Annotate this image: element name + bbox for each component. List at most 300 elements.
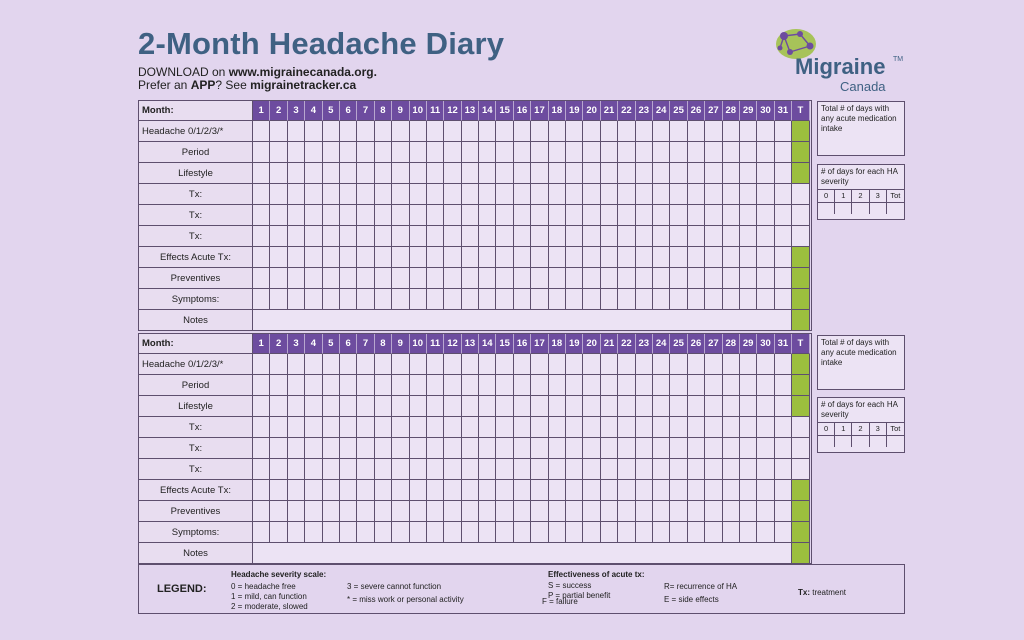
day-cell[interactable] (757, 205, 774, 226)
day-cell[interactable] (375, 480, 392, 501)
day-cell[interactable] (496, 247, 513, 268)
day-cell[interactable] (740, 289, 757, 310)
day-cell[interactable] (618, 142, 635, 163)
day-cell[interactable] (444, 226, 461, 247)
day-cell[interactable] (288, 522, 305, 543)
day-cell[interactable] (323, 163, 340, 184)
day-cell[interactable] (723, 375, 740, 396)
day-cell[interactable] (375, 438, 392, 459)
day-cell[interactable] (340, 396, 357, 417)
day-cell[interactable] (618, 417, 635, 438)
day-cell[interactable] (340, 522, 357, 543)
day-cell[interactable] (514, 438, 531, 459)
day-cell[interactable] (479, 226, 496, 247)
day-cell[interactable] (705, 396, 722, 417)
day-cell[interactable] (653, 121, 670, 142)
day-cell[interactable] (653, 247, 670, 268)
day-cell[interactable] (740, 396, 757, 417)
day-cell[interactable] (566, 438, 583, 459)
day-cell[interactable] (636, 226, 653, 247)
day-cell[interactable] (601, 480, 618, 501)
day-cell[interactable] (688, 354, 705, 375)
day-cell[interactable] (723, 522, 740, 543)
day-cell[interactable] (479, 121, 496, 142)
day-cell[interactable] (496, 163, 513, 184)
day-cell[interactable] (496, 184, 513, 205)
day-cell[interactable] (340, 163, 357, 184)
day-cell[interactable] (688, 459, 705, 480)
day-cell[interactable] (410, 375, 427, 396)
day-cell[interactable] (566, 226, 583, 247)
day-cell[interactable] (323, 459, 340, 480)
day-cell[interactable] (410, 121, 427, 142)
day-cell[interactable] (775, 480, 792, 501)
day-cell[interactable] (444, 375, 461, 396)
day-cell[interactable] (288, 438, 305, 459)
day-cell[interactable] (462, 501, 479, 522)
day-cell[interactable] (688, 522, 705, 543)
day-cell[interactable] (340, 480, 357, 501)
day-cell[interactable] (392, 247, 409, 268)
day-cell[interactable] (670, 459, 687, 480)
total-cell[interactable] (792, 142, 810, 163)
notes-cell[interactable] (253, 543, 792, 564)
day-cell[interactable] (496, 501, 513, 522)
total-cell[interactable] (792, 522, 810, 543)
day-cell[interactable] (636, 247, 653, 268)
day-cell[interactable] (549, 396, 566, 417)
day-cell[interactable] (392, 501, 409, 522)
day-cell[interactable] (688, 501, 705, 522)
day-cell[interactable] (740, 501, 757, 522)
day-cell[interactable] (688, 226, 705, 247)
day-cell[interactable] (775, 396, 792, 417)
day-cell[interactable] (270, 247, 287, 268)
day-cell[interactable] (392, 142, 409, 163)
day-cell[interactable] (444, 247, 461, 268)
day-cell[interactable] (531, 184, 548, 205)
day-cell[interactable] (305, 438, 322, 459)
day-cell[interactable] (618, 268, 635, 289)
day-cell[interactable] (305, 289, 322, 310)
day-cell[interactable] (392, 396, 409, 417)
day-cell[interactable] (479, 205, 496, 226)
day-cell[interactable] (566, 289, 583, 310)
day-cell[interactable] (270, 142, 287, 163)
day-cell[interactable] (566, 354, 583, 375)
day-cell[interactable] (410, 354, 427, 375)
day-cell[interactable] (688, 396, 705, 417)
day-cell[interactable] (479, 417, 496, 438)
day-cell[interactable] (340, 438, 357, 459)
day-cell[interactable] (270, 163, 287, 184)
severity-entry-row[interactable] (818, 435, 904, 447)
day-cell[interactable] (305, 163, 322, 184)
day-cell[interactable] (357, 354, 374, 375)
day-cell[interactable] (496, 354, 513, 375)
day-cell[interactable] (462, 205, 479, 226)
day-cell[interactable] (653, 501, 670, 522)
day-cell[interactable] (723, 480, 740, 501)
day-cell[interactable] (601, 501, 618, 522)
day-cell[interactable] (583, 501, 600, 522)
day-cell[interactable] (757, 480, 774, 501)
day-cell[interactable] (549, 163, 566, 184)
day-cell[interactable] (583, 417, 600, 438)
day-cell[interactable] (427, 396, 444, 417)
day-cell[interactable] (514, 226, 531, 247)
day-cell[interactable] (601, 247, 618, 268)
day-cell[interactable] (705, 522, 722, 543)
day-cell[interactable] (601, 289, 618, 310)
day-cell[interactable] (705, 184, 722, 205)
day-cell[interactable] (775, 247, 792, 268)
total-cell[interactable] (792, 501, 810, 522)
day-cell[interactable] (705, 354, 722, 375)
day-cell[interactable] (549, 184, 566, 205)
total-cell[interactable] (792, 205, 810, 226)
day-cell[interactable] (636, 354, 653, 375)
day-cell[interactable] (270, 268, 287, 289)
day-cell[interactable] (444, 501, 461, 522)
day-cell[interactable] (636, 438, 653, 459)
day-cell[interactable] (618, 289, 635, 310)
day-cell[interactable] (601, 375, 618, 396)
day-cell[interactable] (601, 417, 618, 438)
day-cell[interactable] (757, 268, 774, 289)
day-cell[interactable] (270, 396, 287, 417)
day-cell[interactable] (340, 226, 357, 247)
day-cell[interactable] (462, 247, 479, 268)
day-cell[interactable] (270, 375, 287, 396)
day-cell[interactable] (723, 459, 740, 480)
day-cell[interactable] (357, 247, 374, 268)
day-cell[interactable] (323, 480, 340, 501)
day-cell[interactable] (618, 354, 635, 375)
day-cell[interactable] (670, 163, 687, 184)
day-cell[interactable] (288, 184, 305, 205)
day-cell[interactable] (305, 501, 322, 522)
day-cell[interactable] (375, 226, 392, 247)
day-cell[interactable] (653, 438, 670, 459)
day-cell[interactable] (496, 375, 513, 396)
day-cell[interactable] (410, 396, 427, 417)
day-cell[interactable] (740, 480, 757, 501)
day-cell[interactable] (531, 522, 548, 543)
day-cell[interactable] (357, 501, 374, 522)
day-cell[interactable] (583, 522, 600, 543)
total-cell[interactable] (792, 163, 810, 184)
day-cell[interactable] (636, 268, 653, 289)
day-cell[interactable] (723, 501, 740, 522)
day-cell[interactable] (427, 480, 444, 501)
day-cell[interactable] (462, 163, 479, 184)
day-cell[interactable] (357, 184, 374, 205)
day-cell[interactable] (549, 121, 566, 142)
day-cell[interactable] (514, 184, 531, 205)
day-cell[interactable] (305, 205, 322, 226)
day-cell[interactable] (375, 121, 392, 142)
day-cell[interactable] (688, 247, 705, 268)
day-cell[interactable] (410, 522, 427, 543)
total-cell[interactable] (792, 375, 810, 396)
day-cell[interactable] (427, 375, 444, 396)
day-cell[interactable] (757, 459, 774, 480)
day-cell[interactable] (636, 142, 653, 163)
day-cell[interactable] (775, 354, 792, 375)
day-cell[interactable] (444, 184, 461, 205)
day-cell[interactable] (305, 142, 322, 163)
day-cell[interactable] (583, 268, 600, 289)
day-cell[interactable] (410, 247, 427, 268)
day-cell[interactable] (288, 121, 305, 142)
day-cell[interactable] (427, 163, 444, 184)
day-cell[interactable] (775, 268, 792, 289)
day-cell[interactable] (323, 226, 340, 247)
day-cell[interactable] (583, 438, 600, 459)
day-cell[interactable] (549, 289, 566, 310)
day-cell[interactable] (305, 375, 322, 396)
day-cell[interactable] (410, 268, 427, 289)
total-cell[interactable] (792, 310, 810, 331)
day-cell[interactable] (392, 205, 409, 226)
day-cell[interactable] (618, 121, 635, 142)
day-cell[interactable] (270, 289, 287, 310)
day-cell[interactable] (566, 247, 583, 268)
day-cell[interactable] (305, 522, 322, 543)
day-cell[interactable] (566, 501, 583, 522)
day-cell[interactable] (392, 522, 409, 543)
app-link[interactable]: migrainetracker.ca (250, 78, 357, 92)
day-cell[interactable] (375, 247, 392, 268)
day-cell[interactable] (323, 375, 340, 396)
day-cell[interactable] (566, 417, 583, 438)
day-cell[interactable] (357, 480, 374, 501)
day-cell[interactable] (375, 501, 392, 522)
day-cell[interactable] (601, 396, 618, 417)
day-cell[interactable] (549, 142, 566, 163)
day-cell[interactable] (427, 522, 444, 543)
day-cell[interactable] (723, 417, 740, 438)
day-cell[interactable] (653, 354, 670, 375)
day-cell[interactable] (496, 142, 513, 163)
day-cell[interactable] (514, 289, 531, 310)
day-cell[interactable] (392, 226, 409, 247)
day-cell[interactable] (583, 459, 600, 480)
day-cell[interactable] (253, 375, 270, 396)
day-cell[interactable] (288, 268, 305, 289)
day-cell[interactable] (253, 226, 270, 247)
day-cell[interactable] (549, 522, 566, 543)
total-cell[interactable] (792, 289, 810, 310)
day-cell[interactable] (392, 480, 409, 501)
day-cell[interactable] (357, 121, 374, 142)
day-cell[interactable] (583, 184, 600, 205)
day-cell[interactable] (444, 438, 461, 459)
day-cell[interactable] (462, 522, 479, 543)
day-cell[interactable] (253, 184, 270, 205)
day-cell[interactable] (479, 438, 496, 459)
day-cell[interactable] (410, 480, 427, 501)
day-cell[interactable] (670, 289, 687, 310)
day-cell[interactable] (479, 375, 496, 396)
day-cell[interactable] (549, 375, 566, 396)
day-cell[interactable] (323, 247, 340, 268)
day-cell[interactable] (288, 459, 305, 480)
day-cell[interactable] (583, 121, 600, 142)
day-cell[interactable] (462, 121, 479, 142)
day-cell[interactable] (357, 205, 374, 226)
day-cell[interactable] (427, 289, 444, 310)
day-cell[interactable] (618, 438, 635, 459)
day-cell[interactable] (549, 417, 566, 438)
day-cell[interactable] (462, 438, 479, 459)
day-cell[interactable] (462, 142, 479, 163)
day-cell[interactable] (288, 289, 305, 310)
day-cell[interactable] (583, 226, 600, 247)
day-cell[interactable] (410, 501, 427, 522)
day-cell[interactable] (479, 522, 496, 543)
day-cell[interactable] (427, 459, 444, 480)
day-cell[interactable] (340, 247, 357, 268)
day-cell[interactable] (357, 522, 374, 543)
day-cell[interactable] (670, 354, 687, 375)
day-cell[interactable] (392, 354, 409, 375)
day-cell[interactable] (636, 121, 653, 142)
day-cell[interactable] (392, 184, 409, 205)
day-cell[interactable] (444, 396, 461, 417)
day-cell[interactable] (253, 121, 270, 142)
day-cell[interactable] (410, 142, 427, 163)
day-cell[interactable] (323, 438, 340, 459)
day-cell[interactable] (496, 417, 513, 438)
day-cell[interactable] (427, 205, 444, 226)
day-cell[interactable] (705, 375, 722, 396)
total-cell[interactable] (792, 480, 810, 501)
day-cell[interactable] (531, 226, 548, 247)
day-cell[interactable] (566, 268, 583, 289)
day-cell[interactable] (566, 396, 583, 417)
day-cell[interactable] (270, 184, 287, 205)
day-cell[interactable] (549, 268, 566, 289)
day-cell[interactable] (444, 459, 461, 480)
day-cell[interactable] (636, 501, 653, 522)
day-cell[interactable] (618, 501, 635, 522)
day-cell[interactable] (253, 396, 270, 417)
day-cell[interactable] (427, 501, 444, 522)
day-cell[interactable] (479, 268, 496, 289)
day-cell[interactable] (392, 375, 409, 396)
day-cell[interactable] (688, 184, 705, 205)
day-cell[interactable] (757, 522, 774, 543)
day-cell[interactable] (323, 184, 340, 205)
day-cell[interactable] (531, 205, 548, 226)
day-cell[interactable] (357, 375, 374, 396)
day-cell[interactable] (514, 247, 531, 268)
day-cell[interactable] (549, 459, 566, 480)
day-cell[interactable] (775, 417, 792, 438)
day-cell[interactable] (531, 247, 548, 268)
day-cell[interactable] (305, 354, 322, 375)
day-cell[interactable] (618, 163, 635, 184)
day-cell[interactable] (618, 480, 635, 501)
day-cell[interactable] (357, 289, 374, 310)
total-cell[interactable] (792, 184, 810, 205)
day-cell[interactable] (705, 163, 722, 184)
day-cell[interactable] (636, 184, 653, 205)
day-cell[interactable] (583, 480, 600, 501)
day-cell[interactable] (740, 354, 757, 375)
day-cell[interactable] (618, 396, 635, 417)
day-cell[interactable] (444, 205, 461, 226)
day-cell[interactable] (705, 226, 722, 247)
day-cell[interactable] (775, 142, 792, 163)
day-cell[interactable] (653, 226, 670, 247)
day-cell[interactable] (479, 184, 496, 205)
day-cell[interactable] (357, 396, 374, 417)
day-cell[interactable] (601, 142, 618, 163)
day-cell[interactable] (514, 375, 531, 396)
day-cell[interactable] (531, 289, 548, 310)
day-cell[interactable] (723, 396, 740, 417)
day-cell[interactable] (305, 226, 322, 247)
day-cell[interactable] (723, 268, 740, 289)
day-cell[interactable] (340, 268, 357, 289)
day-cell[interactable] (496, 205, 513, 226)
day-cell[interactable] (653, 184, 670, 205)
day-cell[interactable] (514, 480, 531, 501)
day-cell[interactable] (636, 417, 653, 438)
day-cell[interactable] (531, 142, 548, 163)
day-cell[interactable] (444, 522, 461, 543)
day-cell[interactable] (253, 438, 270, 459)
day-cell[interactable] (253, 247, 270, 268)
day-cell[interactable] (653, 522, 670, 543)
day-cell[interactable] (427, 417, 444, 438)
day-cell[interactable] (723, 438, 740, 459)
day-cell[interactable] (705, 480, 722, 501)
day-cell[interactable] (253, 289, 270, 310)
day-cell[interactable] (549, 480, 566, 501)
day-cell[interactable] (740, 121, 757, 142)
day-cell[interactable] (670, 522, 687, 543)
day-cell[interactable] (323, 501, 340, 522)
day-cell[interactable] (514, 354, 531, 375)
day-cell[interactable] (427, 247, 444, 268)
day-cell[interactable] (514, 396, 531, 417)
day-cell[interactable] (757, 501, 774, 522)
download-link[interactable]: www.migrainecanada.org. (228, 65, 377, 79)
day-cell[interactable] (705, 247, 722, 268)
day-cell[interactable] (636, 396, 653, 417)
day-cell[interactable] (723, 205, 740, 226)
day-cell[interactable] (462, 226, 479, 247)
day-cell[interactable] (479, 247, 496, 268)
day-cell[interactable] (757, 438, 774, 459)
day-cell[interactable] (775, 205, 792, 226)
day-cell[interactable] (375, 522, 392, 543)
day-cell[interactable] (444, 354, 461, 375)
day-cell[interactable] (410, 417, 427, 438)
day-cell[interactable] (670, 480, 687, 501)
day-cell[interactable] (670, 184, 687, 205)
day-cell[interactable] (462, 459, 479, 480)
day-cell[interactable] (375, 142, 392, 163)
day-cell[interactable] (288, 247, 305, 268)
day-cell[interactable] (583, 163, 600, 184)
day-cell[interactable] (288, 354, 305, 375)
day-cell[interactable] (270, 417, 287, 438)
